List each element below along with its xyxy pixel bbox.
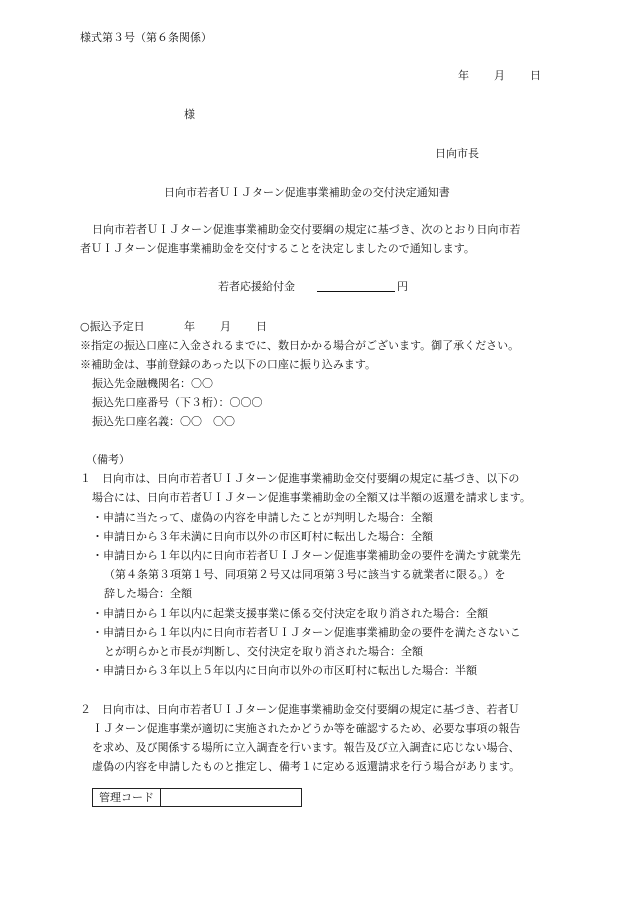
recipient-suffix: 様 <box>184 108 195 121</box>
remark-bullet-1: ・申請に当たって、虚偽の内容を申請したことが判明した場合：全額 <box>92 511 433 524</box>
form-number: 様式第３号（第６条関係） <box>80 31 212 44</box>
transfer-year-label: 年 <box>184 320 195 333</box>
remark-2-line-4: 虚偽の内容を申請したものと推定し、備考１に定める返還請求を行う場合があります。 <box>92 760 521 773</box>
date-day-label: 日 <box>530 69 541 82</box>
remark-bullet-3-line-2: （第４条第３項第１号、同項第２号又は同項第３号に該当する就業者に限る。）を <box>104 568 506 581</box>
date-year-label: 年 <box>458 69 469 82</box>
remark-2-line-3: を求め、及び関係する場所に立入調査を行います。報告及び立入調査に応じない場合、 <box>92 741 520 754</box>
bank-name: 振込先金融機関名：〇〇 <box>92 377 213 390</box>
management-code-label: 管理コード <box>93 789 161 807</box>
remark-bullet-5-line-1: ・申請日から１年以内に日向市若者ＵＩＪターン促進事業補助金の要件を満たさないこ <box>92 626 521 639</box>
remark-bullet-5-line-2: とが明らかと市長が判断し、交付決定を取り消された場合：全額 <box>104 645 423 658</box>
body-line-2: 者ＵＩＪターン促進事業補助金を交付することを決定しましたので通知します。 <box>80 242 475 255</box>
body-line-1: 日向市若者ＵＩＪターン促進事業補助金交付要綱の規定に基づき、次のとおり日向市若 <box>92 223 521 236</box>
issuer-name: 日向市長 <box>435 147 479 160</box>
remark-bullet-3-line-3: 辞した場合：全額 <box>104 587 192 600</box>
management-code-value <box>161 789 302 807</box>
account-number: 振込先口座番号（下３桁）：〇〇〇 <box>92 396 263 409</box>
remark-bullet-6: ・申請日から３年以上５年以内に日向市以外の市区町村に転出した場合：半額 <box>92 664 477 677</box>
transfer-date-label: ○振込予定日 <box>80 320 145 333</box>
transfer-note-1: ※指定の振込口座に入金されるまでに、数日かかる場合がございます。御了承ください。 <box>80 339 520 352</box>
remark-1-line-2: 場合には、日向市若者ＵＩＪターン促進事業補助金の全額又は半額の返還を請求します。 <box>92 491 531 504</box>
remark-bullet-2: ・申請日から３年未満に日向市以外の市区町村に転出した場合：全額 <box>92 530 433 543</box>
amount-label: 若者応援給付金 <box>218 280 295 293</box>
amount-blank <box>317 279 395 292</box>
remark-2-line-1: ２ 日向市は、日向市若者ＵＩＪターン促進事業補助金交付要綱の規定に基づき、若者Ｕ <box>80 703 520 716</box>
remark-2-line-2: ＩＪターン促進事業が適切に実施されたかどうか等を確認するため、必要な事項の報告 <box>92 722 521 735</box>
transfer-month-label: 月 <box>220 320 231 333</box>
remark-1-line-1: １ 日向市は、日向市若者ＵＩＪターン促進事業補助金交付要綱の規定に基づき、以下の <box>80 472 520 485</box>
transfer-day-label: 日 <box>256 320 267 333</box>
management-code-table <box>92 788 302 807</box>
transfer-note-2: ※補助金は、事前登録のあった以下の口座に振り込みます。 <box>80 358 377 371</box>
remark-bullet-4: ・申請日から１年以内に起業支援事業に係る交付決定を取り消された場合：全額 <box>92 607 488 620</box>
date-month-label: 月 <box>494 69 505 82</box>
account-holder: 振込先口座名義：〇〇 〇〇 <box>92 415 235 428</box>
amount-unit: 円 <box>397 280 408 293</box>
remarks-heading: （備考） <box>86 453 130 466</box>
amount-row <box>218 279 408 296</box>
remark-bullet-3-line-1: ・申請日から１年以内に日向市若者ＵＩＪターン促進事業補助金の要件を満たす就業先 <box>92 549 521 562</box>
document-title: 日向市若者ＵＩＪターン促進事業補助金の交付決定通知書 <box>164 186 450 199</box>
